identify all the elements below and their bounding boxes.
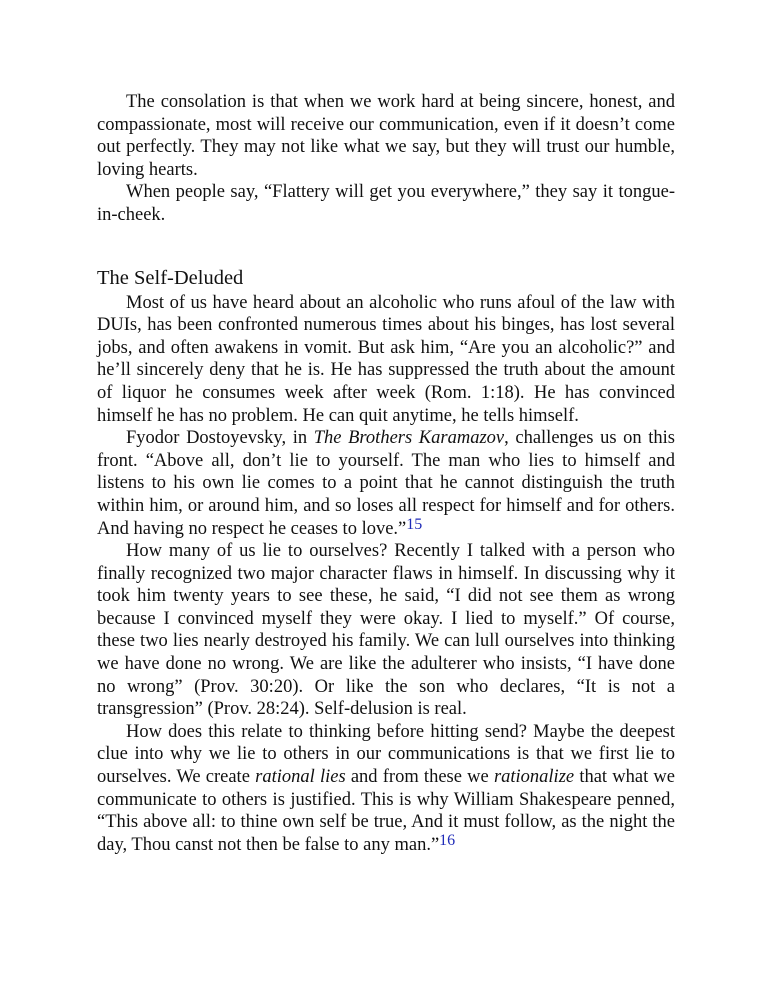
- dostoyevsky-text-after: , challenges us on this front. “Above all, don’t lie to yourself. The man who lies to himself and listens to his own lie comes to a point that he cannot distinguish the truth within him, or around him, and so loses all respect for himself and for others. And having no respect he ceases to love.”: [97, 428, 675, 539]
- section-heading: The Self-Deluded: [97, 266, 244, 289]
- paragraph-dostoyevsky: [97, 427, 675, 540]
- paragraph-lie-to-ourselves: How many of us lie to ourselves? Recently I talked with a person who finally recognized two major character flaws in himself. In discussing why it took him twenty years to see these, he said, “I did not see them as wrong because I convinced myself they were okay. I lied to myself.” Of course, these two lies nearly destroyed his family. We can lull ourselves into thinking we have done no wrong. We are like the adulterer who insists, “I have done no wrong” (Prov. 30:20). Or like the son who declares, “It is not a transgression” (Prov. 28:24). Self-delusion is real.: [97, 541, 675, 720]
- footnote-link-15[interactable]: 15: [406, 515, 423, 533]
- shakespeare-text-2: and from these we: [345, 767, 494, 788]
- paragraph-consolation: The consolation is that when we work hard at being sincere, honest, and compassionate, most will receive our communication, even if it doesn’t come out perfectly. They may not like what we say, but they will trust our humble, loving hearts.: [97, 92, 675, 180]
- footnote-link-16[interactable]: 16: [439, 831, 456, 849]
- shakespeare-text-1: How does this relate to thinking before hitting send? Maybe the deepest clue into why we lie to others in our communications is that we first lie to ourselves. We create: [97, 721, 675, 788]
- document-page: [97, 91, 675, 856]
- paragraph-shakespeare: [97, 721, 675, 857]
- paragraph-alcoholic: Most of us have heard about an alcoholic who runs afoul of the law with DUIs, has been confronted numerous times about his binges, has lost several jobs, and often awakens in vomit. But ask him, “Are you an alcoholic?” and he’ll sincerely deny that he is. He has suppressed the truth about the amount of liquor he consumes week after week (Rom. 1:18). He has convinced himself he has no problem. He can quit anytime, he tells himself.: [97, 292, 675, 426]
- book-title: The Brothers Karamazov: [313, 428, 505, 449]
- paragraph-flattery: When people say, “Flattery will get you everywhere,” they say it tongue-in-cheek.: [97, 182, 675, 225]
- dostoyevsky-text-before: Fyodor Dostoyevsky, in: [126, 428, 314, 449]
- shakespeare-text-3: that what we communicate to others is justified. This is why William Shakespeare penned, “This above all: to thine own self be true, And it must follow, as the night the day, Thou canst not then be false to any man.”: [97, 767, 676, 855]
- emphasis-rationalize: rationalize: [493, 767, 575, 788]
- emphasis-rational-lies: rational lies: [255, 767, 346, 788]
